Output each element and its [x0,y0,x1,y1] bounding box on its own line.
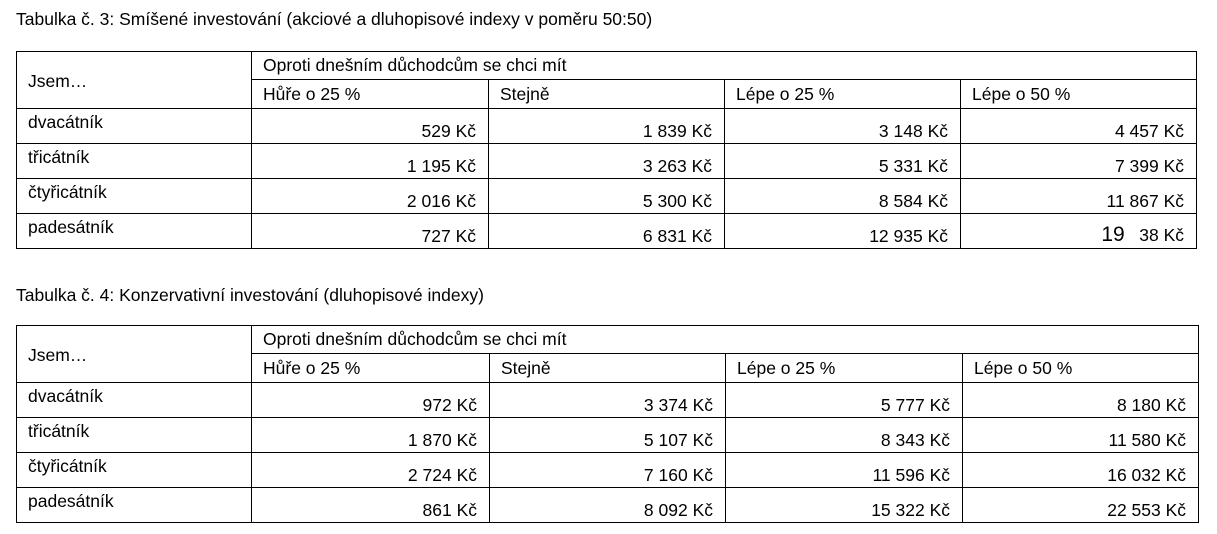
column-header: Lépe o 25 % [726,354,963,383]
table-cell: 529 Kč [252,109,489,144]
table-cell: 7 160 Kč [490,453,726,488]
table-cell: 11 867 Kč [961,179,1197,214]
table-cell: 727 Kč [252,214,489,249]
column-header: Lépe o 50 % [961,80,1197,109]
corner-label: Jsem… [17,52,252,109]
row-label: padesátník [17,488,252,523]
column-header: Lépe o 50 % [963,354,1199,383]
table-cell: 972 Kč [252,383,490,418]
table-cell: 3 263 Kč [489,144,725,179]
table-cell: 5 331 Kč [725,144,961,179]
table-cell: 1 870 Kč [252,418,490,453]
table-row [17,488,1199,523]
table-cell: 11 596 Kč [726,453,963,488]
table-cell: 861 Kč [252,488,490,523]
value-minor-part: 38 Kč [1139,225,1185,245]
value-major-part: 19 [1101,223,1125,246]
table-row [17,109,1197,144]
table-row [17,383,1199,418]
table-3-caption: Tabulka č. 3: Smíšené investování (akciové a dluhopisové indexy v poměru 50:50) [16,9,653,29]
table-cell: 8 092 Kč [490,488,726,523]
table-cell: 1 839 Kč [489,109,725,144]
row-label: dvacátník [17,109,252,144]
corner-label: Jsem… [17,326,252,383]
row-label: čtyřicátník [17,453,252,488]
table-cell: 8 584 Kč [725,179,961,214]
table-row [17,453,1199,488]
row-label: třicátník [17,418,252,453]
table-cell: 11 580 Kč [963,418,1199,453]
table-cell: 6 831 Kč [489,214,725,249]
column-header: Hůře o 25 % [252,80,489,109]
group-header: Oproti dnešním důchodcům se chci mít [252,326,1199,354]
row-label: padesátník [17,214,252,249]
row-label: dvacátník [17,383,252,418]
table-cell: 16 032 Kč [963,453,1199,488]
table-4-caption: Tabulka č. 4: Konzervativní investování (dluhopisové indexy) [16,285,484,305]
table-row [17,179,1197,214]
table-cell: 5 300 Kč [489,179,725,214]
row-label: čtyřicátník [17,179,252,214]
table-cell: 2 016 Kč [252,179,489,214]
table-cell: 12 935 Kč [725,214,961,249]
table-cell: 4 457 Kč [961,109,1197,144]
table-cell: 5 777 Kč [726,383,963,418]
column-header: Lépe o 25 % [725,80,961,109]
table-cell: 5 107 Kč [490,418,726,453]
table-cell: 8 180 Kč [963,383,1199,418]
column-header: Stejně [489,80,725,109]
table-cell: 22 553 Kč [963,488,1199,523]
table-cell: 3 148 Kč [725,109,961,144]
table-row [17,214,1197,249]
group-header: Oproti dnešním důchodcům se chci mít [252,52,1197,80]
table-cell: 3 374 Kč [490,383,726,418]
table-cell: 7 399 Kč [961,144,1197,179]
row-label: třicátník [17,144,252,179]
table-cell: 15 322 Kč [726,488,963,523]
table-cell: 2 724 Kč [252,453,490,488]
table-4 [16,325,1199,523]
column-header: Stejně [490,354,726,383]
table-3 [16,51,1197,249]
table-cell: 1 195 Kč [252,144,489,179]
table-row [17,418,1199,453]
table-row [17,144,1197,179]
table-cell [961,214,1197,249]
table-cell: 8 343 Kč [726,418,963,453]
column-header: Hůře o 25 % [252,354,490,383]
